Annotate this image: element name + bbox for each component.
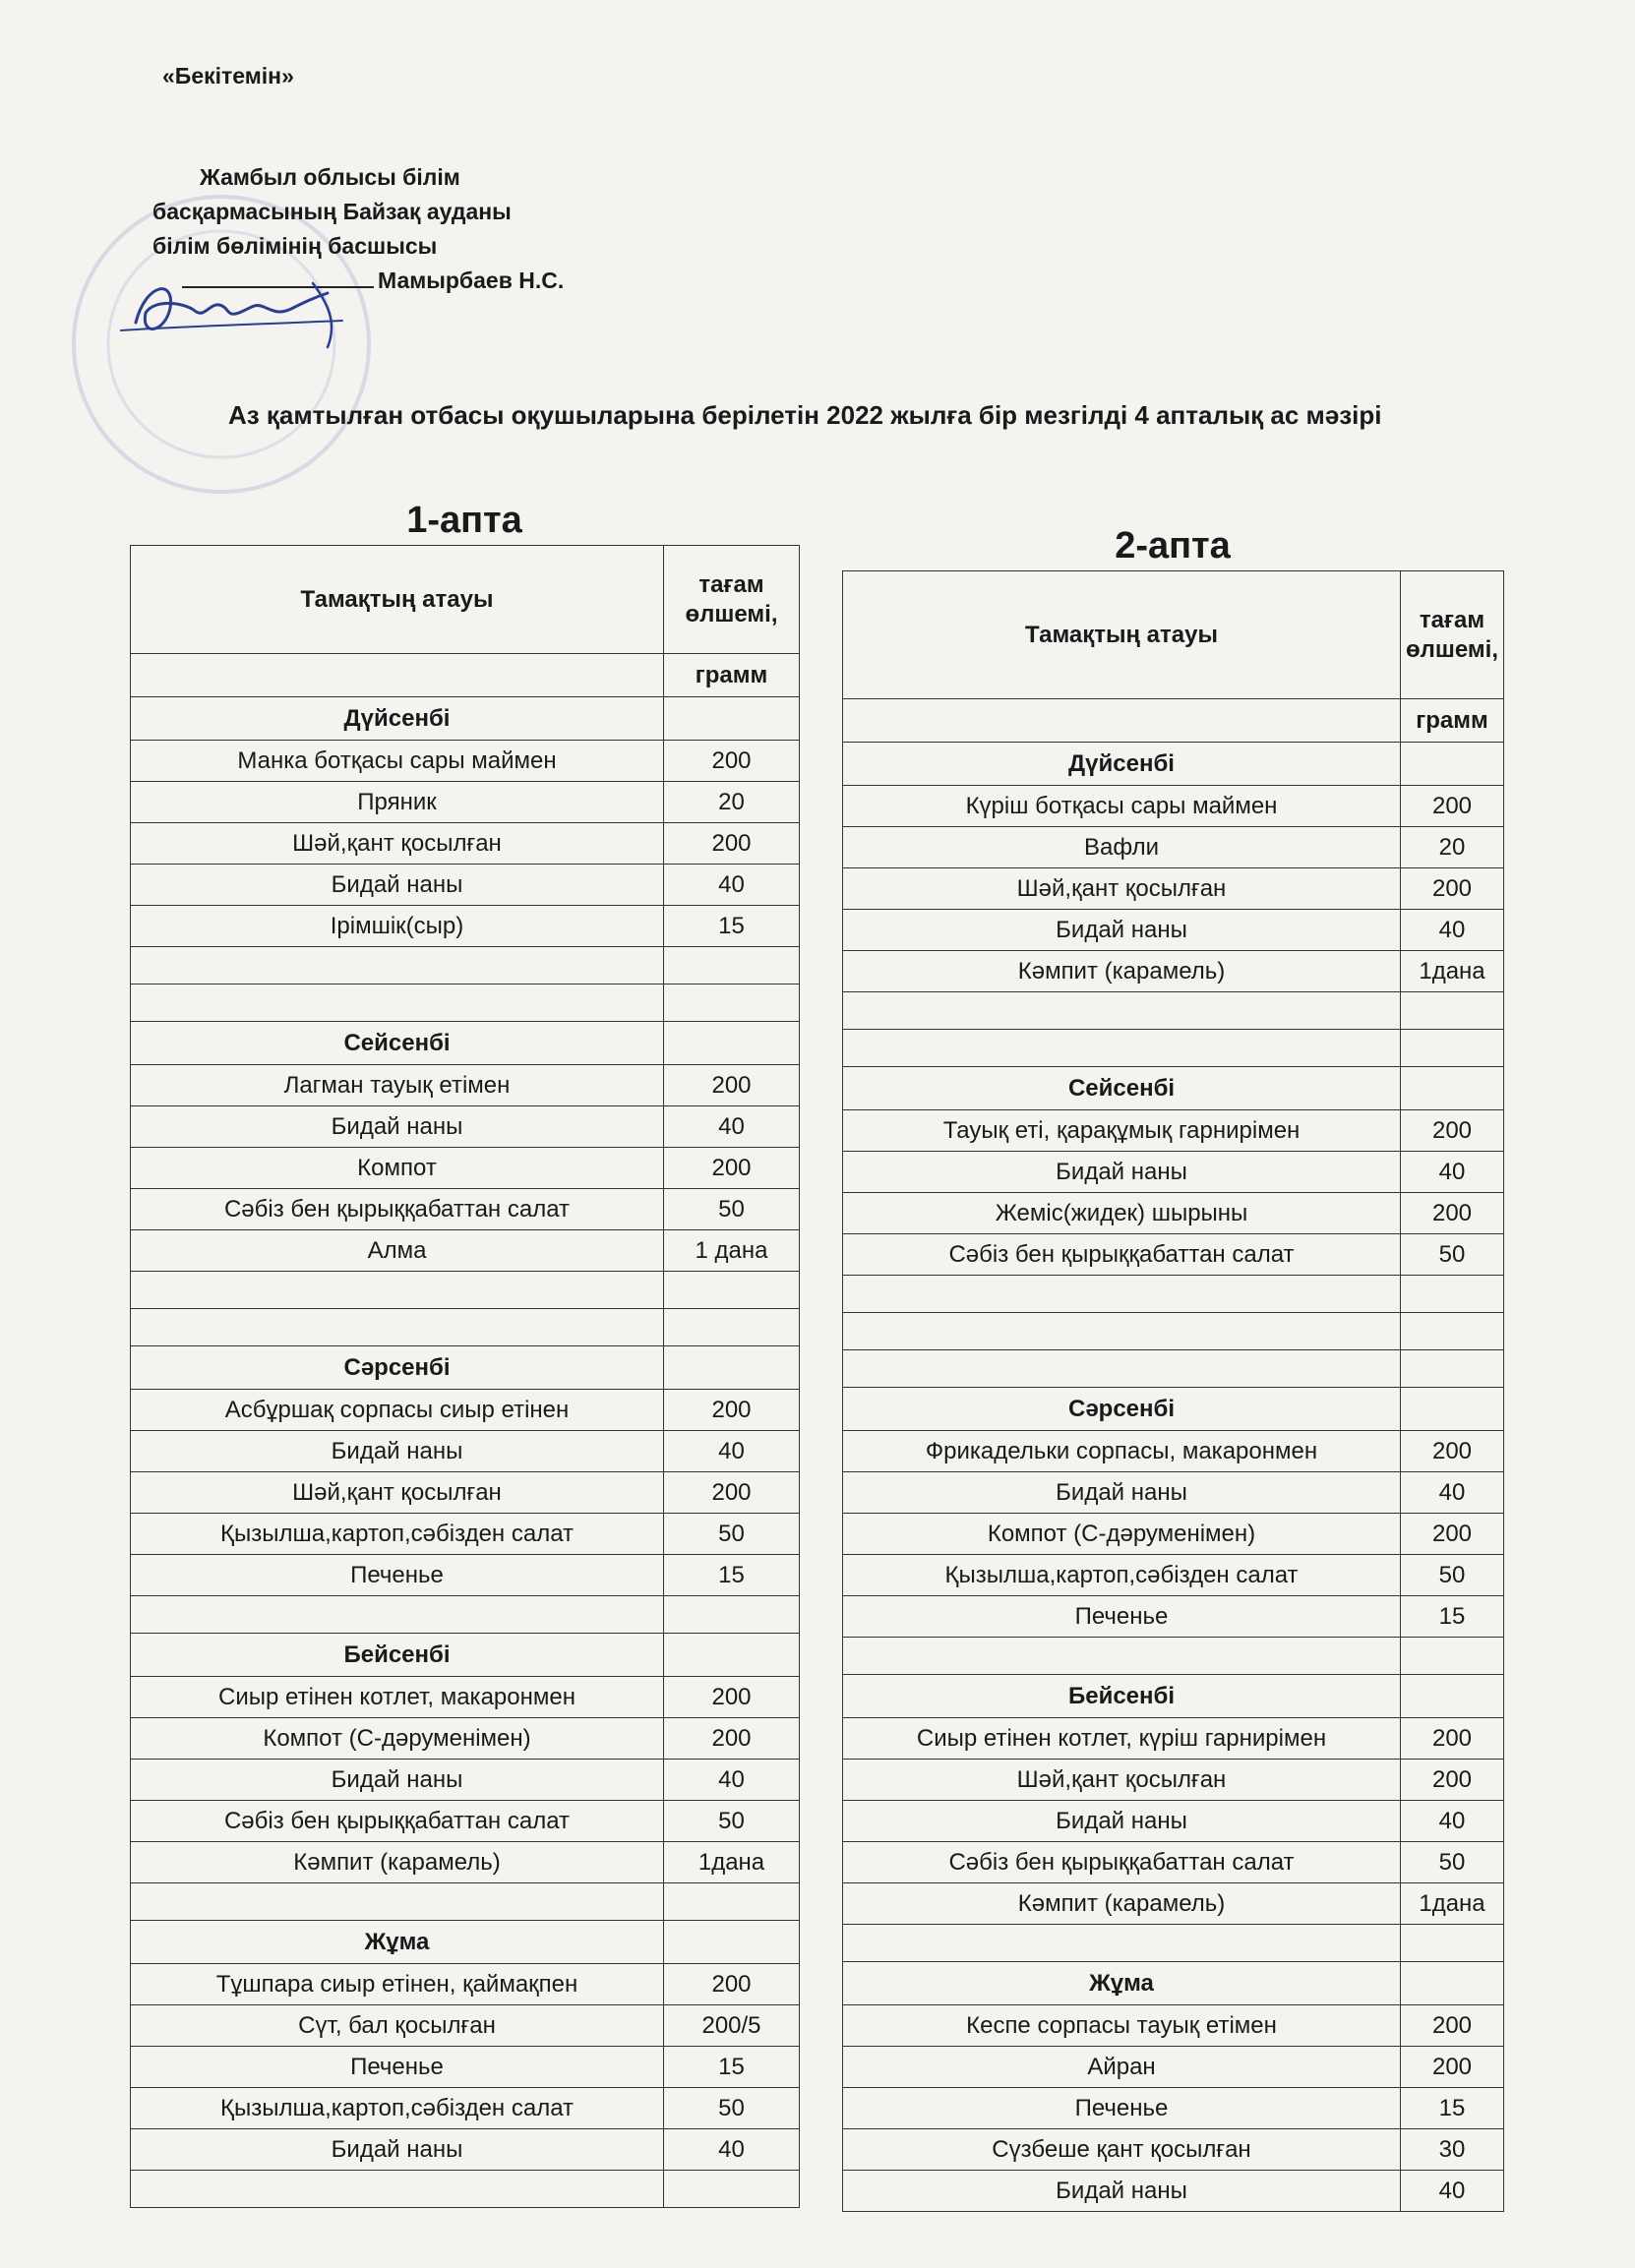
dish-name: Тұшпара сиыр етінен, қаймақпен xyxy=(131,1964,664,2005)
dish-grams: 200 xyxy=(1401,786,1504,827)
signature xyxy=(116,264,372,352)
day-heading: Бейсенбі xyxy=(843,1675,1401,1718)
dish-grams: 200 xyxy=(664,1148,800,1189)
day-heading: Сейсенбі xyxy=(131,1022,664,1065)
dish-name: Шәй,қант қосылған xyxy=(131,1472,664,1514)
dish-grams: 15 xyxy=(1401,2088,1504,2129)
header-portion: тағам өлшемі, xyxy=(664,546,800,654)
day-heading: Дүйсенбі xyxy=(131,697,664,741)
dish-grams: 50 xyxy=(1401,1555,1504,1596)
dish-name: Печенье xyxy=(843,2088,1401,2129)
dish-grams: 40 xyxy=(664,865,800,906)
dish-grams: 200 xyxy=(664,1065,800,1106)
dish-grams: 200 xyxy=(664,1390,800,1431)
dish-grams: 200 xyxy=(1401,1718,1504,1760)
dish-grams: 40 xyxy=(664,1760,800,1801)
dish-grams: 15 xyxy=(1401,1596,1504,1638)
dish-name: Шәй,қант қосылған xyxy=(131,823,664,865)
dish-name: Компот (С-дәруменімен) xyxy=(131,1718,664,1760)
dish-grams: 200 xyxy=(664,1964,800,2005)
week-1-title: 1-апта xyxy=(406,500,522,541)
dish-name: Бидай наны xyxy=(843,1801,1401,1842)
dish-name: Бидай наны xyxy=(131,1106,664,1148)
dish-grams: 200 xyxy=(1401,1760,1504,1801)
day-heading: Дүйсенбі xyxy=(843,743,1401,786)
dish-grams: 50 xyxy=(664,1514,800,1555)
dish-name: Кәмпит (карамель) xyxy=(843,1883,1401,1925)
authority-line-3: білім бөлімінің басшысы xyxy=(152,233,438,259)
dish-name: Манка ботқасы сары маймен xyxy=(131,741,664,782)
dish-name: Бидай наны xyxy=(843,910,1401,951)
dish-name: Қызылша,картоп,сәбізден салат xyxy=(131,1514,664,1555)
menu-title: Аз қамтылған отбасы оқушыларына берілетін 2022 жылға бір мезгілді 4 апталық ас мәзірі xyxy=(228,400,1382,430)
dish-name: Вафли xyxy=(843,827,1401,868)
dish-name: Бидай наны xyxy=(131,865,664,906)
week-1-table xyxy=(130,545,800,2208)
header-unit: грамм xyxy=(1401,699,1504,743)
dish-grams: 200 xyxy=(664,1677,800,1718)
dish-grams: 200 xyxy=(664,823,800,865)
dish-grams: 200 xyxy=(1401,1193,1504,1234)
dish-grams: 50 xyxy=(664,1189,800,1230)
dish-name: Компот xyxy=(131,1148,664,1189)
dish-grams: 15 xyxy=(664,1555,800,1596)
dish-grams: 200/5 xyxy=(664,2005,800,2047)
dish-name: Кәмпит (карамель) xyxy=(131,1842,664,1883)
dish-name: Компот (С-дәруменімен) xyxy=(843,1514,1401,1555)
week-2-title: 2-апта xyxy=(1115,525,1231,567)
dish-grams: 40 xyxy=(1401,910,1504,951)
dish-name: Асбұршақ сорпасы сиыр етінен xyxy=(131,1390,664,1431)
dish-grams: 1дана xyxy=(1401,1883,1504,1925)
approval-heading: «Бекітемін» xyxy=(162,63,294,89)
dish-grams: 20 xyxy=(1401,827,1504,868)
dish-name: Бидай наны xyxy=(131,2129,664,2171)
dish-grams: 200 xyxy=(1401,1514,1504,1555)
authority-line-2: басқармасының Байзақ ауданы xyxy=(152,199,512,224)
dish-name: Сәбіз бен қырыққабаттан салат xyxy=(131,1189,664,1230)
dish-name: Бидай наны xyxy=(131,1760,664,1801)
dish-name: Сәбіз бен қырыққабаттан салат xyxy=(843,1842,1401,1883)
day-heading: Бейсенбі xyxy=(131,1634,664,1677)
header-unit: грамм xyxy=(664,654,800,697)
dish-grams: 200 xyxy=(664,1718,800,1760)
signer-name: Мамырбаев Н.С. xyxy=(378,268,565,293)
dish-name: Сиыр етінен котлет, күріш гарнирімен xyxy=(843,1718,1401,1760)
header-name: Тамақтың атауы xyxy=(131,546,664,654)
dish-grams: 1дана xyxy=(1401,951,1504,992)
dish-grams: 50 xyxy=(1401,1842,1504,1883)
dish-grams: 40 xyxy=(664,2129,800,2171)
dish-grams: 200 xyxy=(1401,1110,1504,1152)
dish-name: Кеспе сорпасы тауық етімен xyxy=(843,2005,1401,2047)
dish-name: Печенье xyxy=(843,1596,1401,1638)
authority-line-1: Жамбыл облысы білім xyxy=(200,164,460,190)
dish-grams: 15 xyxy=(664,906,800,947)
dish-grams: 40 xyxy=(1401,1152,1504,1193)
header-portion: тағам өлшемі, xyxy=(1401,571,1504,699)
dish-grams: 40 xyxy=(1401,1801,1504,1842)
dish-grams: 40 xyxy=(664,1431,800,1472)
dish-name: Тауық еті, қарақұмық гарнирімен xyxy=(843,1110,1401,1152)
dish-grams: 40 xyxy=(1401,1472,1504,1514)
dish-name: Сиыр етінен котлет, макаронмен xyxy=(131,1677,664,1718)
dish-name: Кәмпит (карамель) xyxy=(843,951,1401,992)
dish-grams: 200 xyxy=(1401,868,1504,910)
dish-name: Айран xyxy=(843,2047,1401,2088)
dish-name: Ірімшік(сыр) xyxy=(131,906,664,947)
dish-name: Қызылша,картоп,сәбізден салат xyxy=(843,1555,1401,1596)
dish-name: Сәбіз бен қырыққабаттан салат xyxy=(131,1801,664,1842)
dish-name: Бидай наны xyxy=(131,1431,664,1472)
dish-name: Сәбіз бен қырыққабаттан салат xyxy=(843,1234,1401,1276)
day-heading: Жұма xyxy=(131,1921,664,1964)
dish-grams: 1дана xyxy=(664,1842,800,1883)
dish-name: Печенье xyxy=(131,2047,664,2088)
day-heading: Сәрсенбі xyxy=(843,1388,1401,1431)
dish-name: Сүзбеше қант қосылған xyxy=(843,2129,1401,2171)
dish-name: Шәй,қант қосылған xyxy=(843,868,1401,910)
dish-name: Фрикадельки сорпасы, макаронмен xyxy=(843,1431,1401,1472)
week-1-panel xyxy=(130,496,799,2208)
dish-grams: 50 xyxy=(664,1801,800,1842)
dish-name: Бидай наны xyxy=(843,1472,1401,1514)
dish-grams: 200 xyxy=(1401,2047,1504,2088)
header-name: Тамақтың атауы xyxy=(843,571,1401,699)
day-heading: Сәрсенбі xyxy=(131,1346,664,1390)
dish-name: Шәй,қант қосылған xyxy=(843,1760,1401,1801)
day-heading: Сейсенбі xyxy=(843,1067,1401,1110)
dish-grams: 200 xyxy=(1401,1431,1504,1472)
dish-name: Сүт, бал қосылған xyxy=(131,2005,664,2047)
dish-grams: 200 xyxy=(664,741,800,782)
dish-grams: 20 xyxy=(664,782,800,823)
dish-name: Бидай наны xyxy=(843,2171,1401,2212)
dish-grams: 200 xyxy=(1401,2005,1504,2047)
dish-name: Лагман тауық етімен xyxy=(131,1065,664,1106)
dish-name: Жеміс(жидек) шырыны xyxy=(843,1193,1401,1234)
dish-grams: 50 xyxy=(1401,1234,1504,1276)
dish-name: Бидай наны xyxy=(843,1152,1401,1193)
dish-name: Күріш ботқасы сары маймен xyxy=(843,786,1401,827)
week-2-panel xyxy=(842,521,1503,2212)
dish-name: Қызылша,картоп,сәбізден салат xyxy=(131,2088,664,2129)
dish-grams: 40 xyxy=(664,1106,800,1148)
dish-grams: 40 xyxy=(1401,2171,1504,2212)
day-heading: Жұма xyxy=(843,1962,1401,2005)
dish-grams: 30 xyxy=(1401,2129,1504,2171)
dish-grams: 15 xyxy=(664,2047,800,2088)
dish-name: Пряник xyxy=(131,782,664,823)
dish-name: Алма xyxy=(131,1230,664,1272)
dish-grams: 200 xyxy=(664,1472,800,1514)
dish-name: Печенье xyxy=(131,1555,664,1596)
dish-grams: 1 дана xyxy=(664,1230,800,1272)
week-2-table xyxy=(842,570,1504,2212)
dish-grams: 50 xyxy=(664,2088,800,2129)
